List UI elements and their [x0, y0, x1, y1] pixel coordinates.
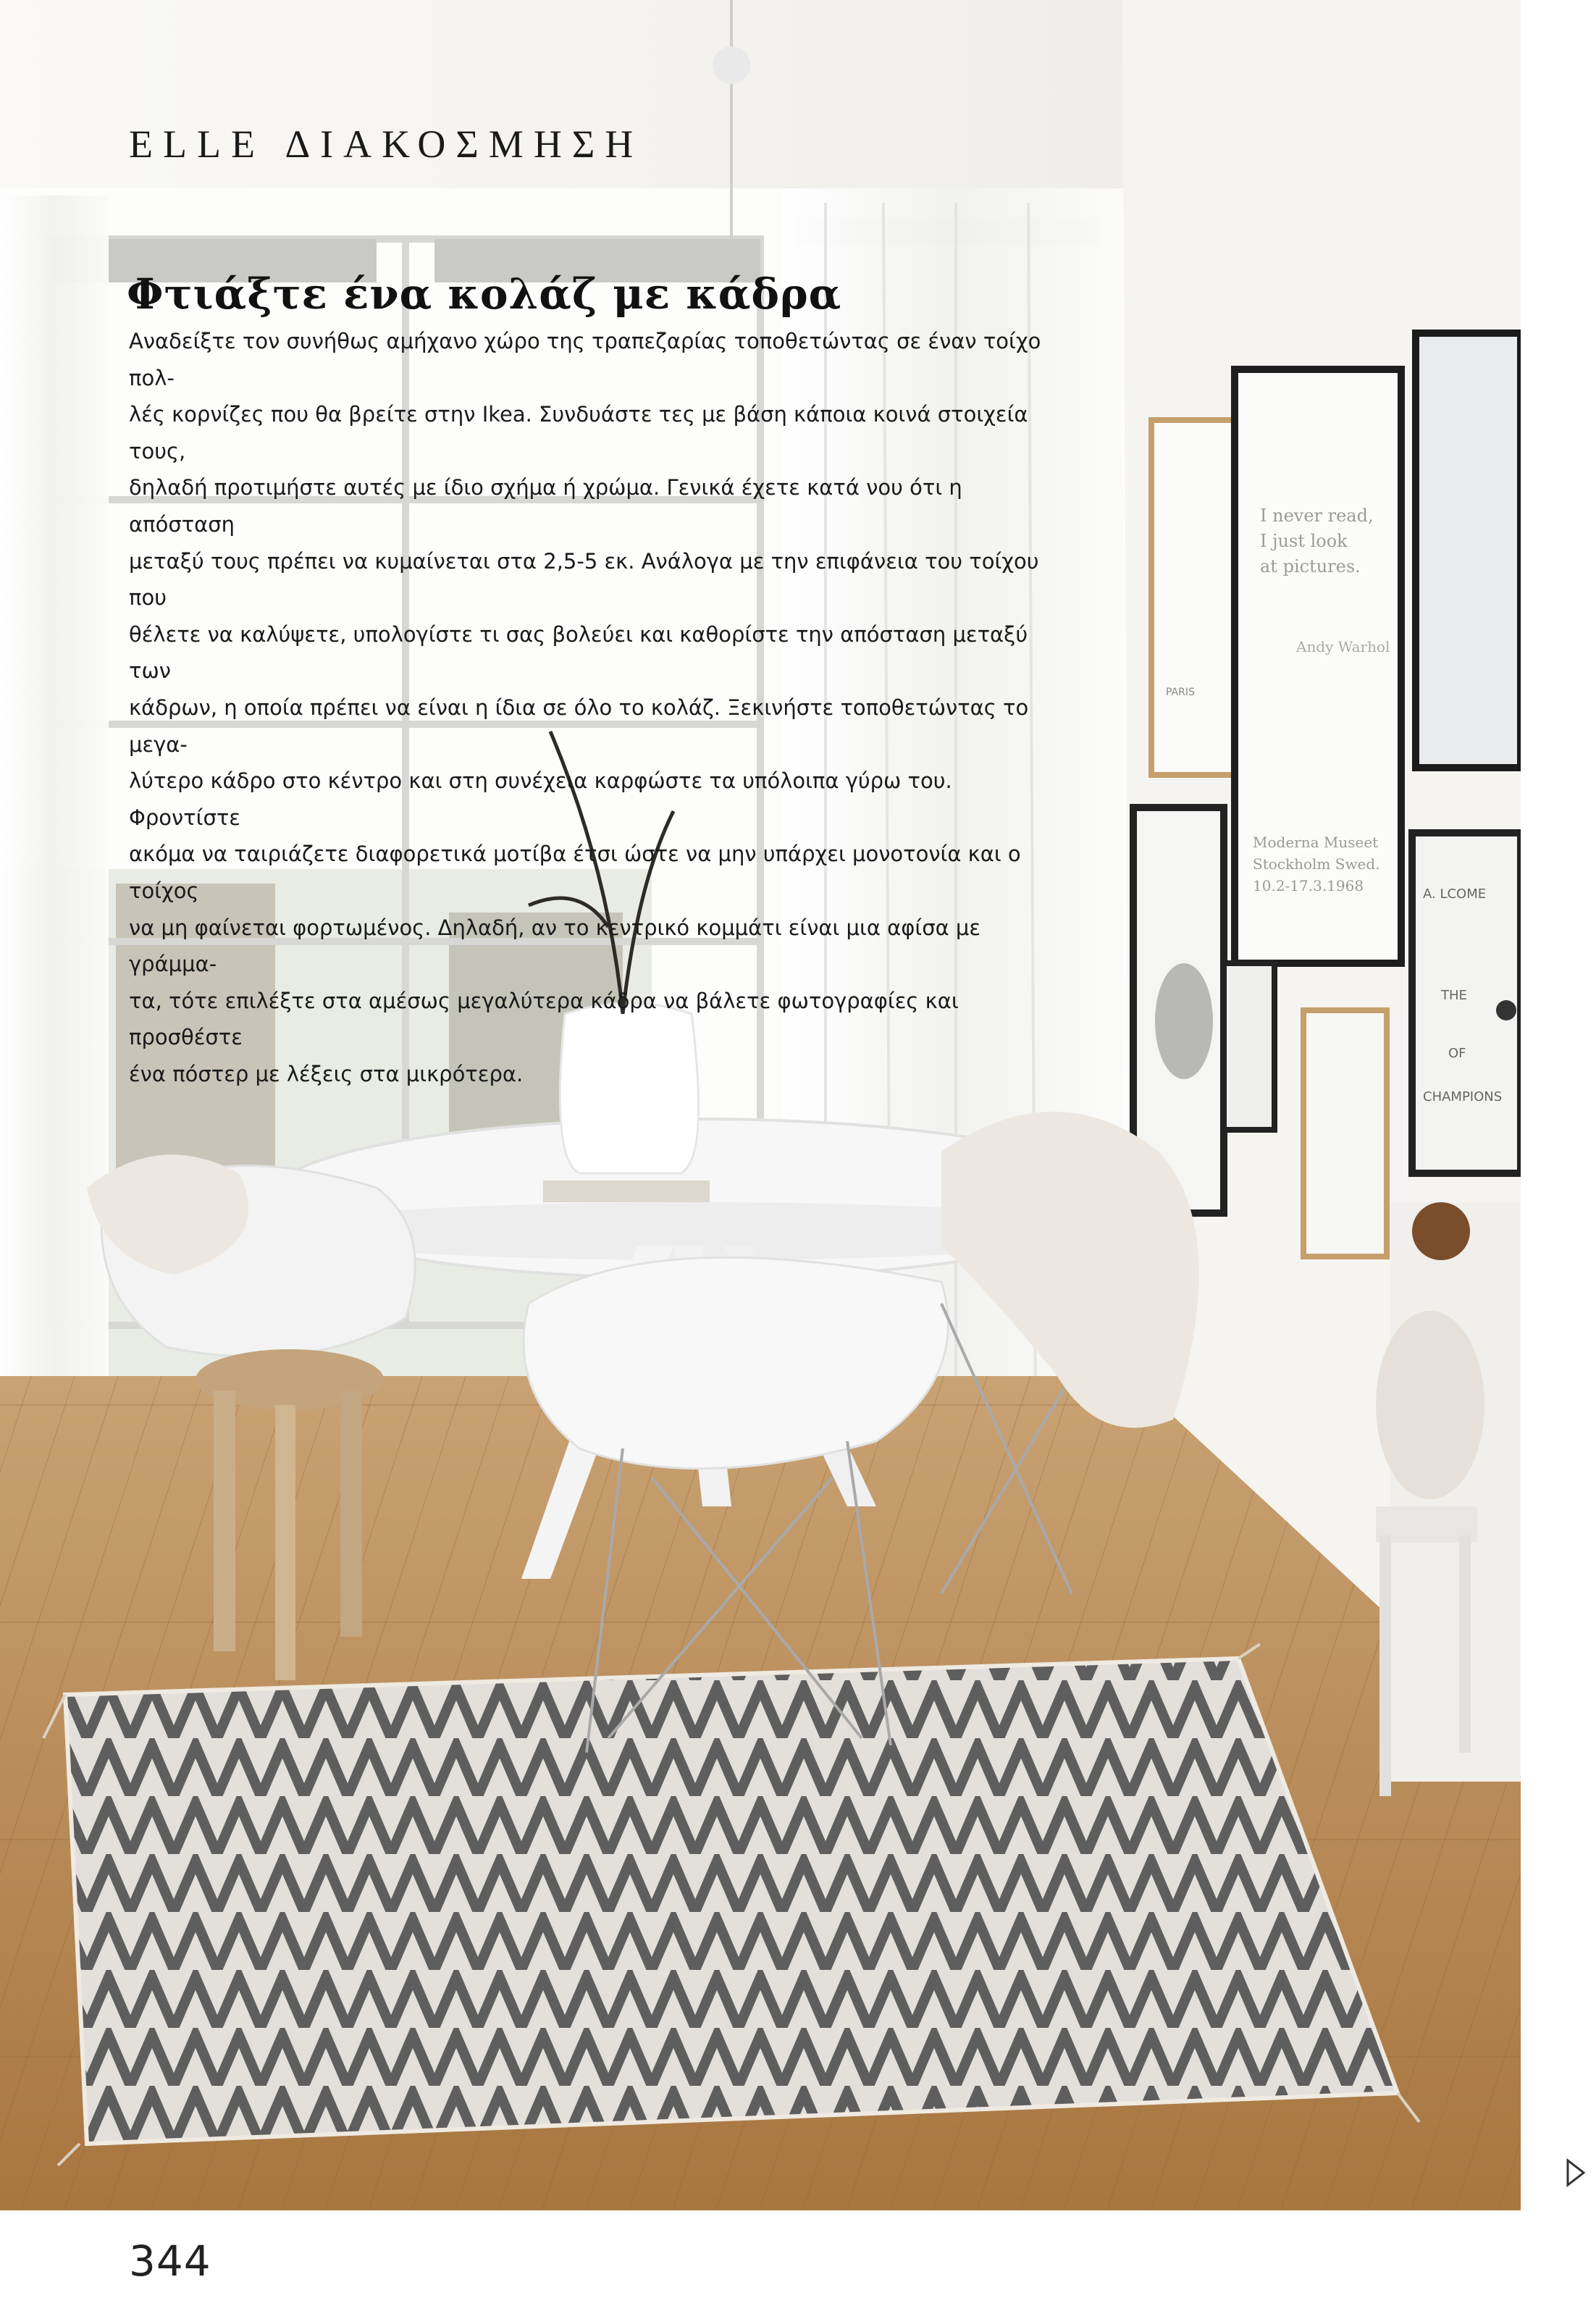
body-line: κάδρων, η οποία πρέπει να είναι η ίδια σε όλο το κολάζ. Ξεκινήστε τοποθετώντας το μεγα-	[129, 695, 1029, 757]
svg-text:THE: THE	[1441, 988, 1467, 1003]
article-headline: Φτιάξτε ένα κολάζ με κάδρα	[127, 269, 842, 319]
body-line: λύτερο κάδρο στο κέντρο και στη συνέχεια καρφώστε τα υπόλοιπα γύρω του. Φροντίστε	[129, 768, 952, 830]
svg-text:PARIS: PARIS	[1166, 687, 1195, 698]
body-line: τα, τότε επιλέξτε στα αμέσως μεγαλύτερα κάδρα να βάλετε φωτογραφίες και προσθέστε	[129, 988, 959, 1050]
svg-text:at pictures.: at pictures.	[1260, 556, 1361, 576]
body-line: δηλαδή προτιμήστε αυτές με ίδιο σχήμα ή χρώμα. Γενικά έχετε κατά νου ότι η απόσταση	[129, 475, 962, 537]
frame-left-top	[1151, 420, 1238, 775]
svg-text:I never read,: I never read,	[1260, 506, 1374, 526]
svg-text:OF: OF	[1448, 1046, 1466, 1061]
body-line: ακόμα να ταιριάζετε διαφορετικά μοτίβα έτσι ώστε να μην υπάρχει μονοτονία και ο τοίχος	[129, 842, 1021, 903]
svg-text:I just look: I just look	[1260, 531, 1348, 551]
svg-text:CHAMPIONS: CHAMPIONS	[1423, 1089, 1503, 1104]
frame-right-top	[1416, 333, 1521, 768]
svg-text:Moderna Museet: Moderna Museet	[1253, 834, 1379, 851]
svg-text:Stockholm Swed.: Stockholm Swed.	[1253, 855, 1380, 873]
article-body	[129, 323, 1049, 1092]
body-line: λές κορνίζες που θα βρείτε στην Ikea. Συνδυάστε τες με βάση κάποια κοινά στοιχεία τους,	[129, 402, 1028, 464]
svg-text:A. LCOME: A. LCOME	[1423, 886, 1487, 902]
svg-text:10.2-17.3.1968: 10.2-17.3.1968	[1253, 877, 1364, 894]
body-line: να μη φαίνεται φορτωμένος. Δηλαδή, αν το κεντρικό κομμάτι είναι μια αφίσα με γράμμα-	[129, 915, 981, 977]
body-line: ένα πόστερ με λέξεις στα μικρότερα.	[129, 1061, 524, 1086]
body-line: μεταξύ τους πρέπει να κυμαίνεται στα 2,5-5 εκ. Ανάλογα με την επιφάνεια του τοίχου που	[129, 548, 1039, 611]
frame-center-poster	[1235, 369, 1401, 963]
frame-small-wood	[1303, 1010, 1387, 1257]
body-line: θέλετε να καλύψετε, υπολογίστε τι σας βολεύει και καθορίστε την απόσταση μεταξύ των	[129, 621, 1028, 684]
section-header: ELLE ΔΙΑΚΟΣΜΗΣΗ	[129, 122, 644, 166]
page-margin	[1521, 0, 1596, 2319]
triangle-right-icon[interactable]	[1566, 2158, 1586, 2187]
svg-text:Andy Warhol: Andy Warhol	[1296, 638, 1390, 655]
page-number: 344	[129, 2236, 211, 2286]
body-line: Αναδείξτε τον συνήθως αμήχανο χώρο της τραπεζαρίας τοποθετώντας σε έναν τοίχο πολ-	[129, 329, 1041, 390]
